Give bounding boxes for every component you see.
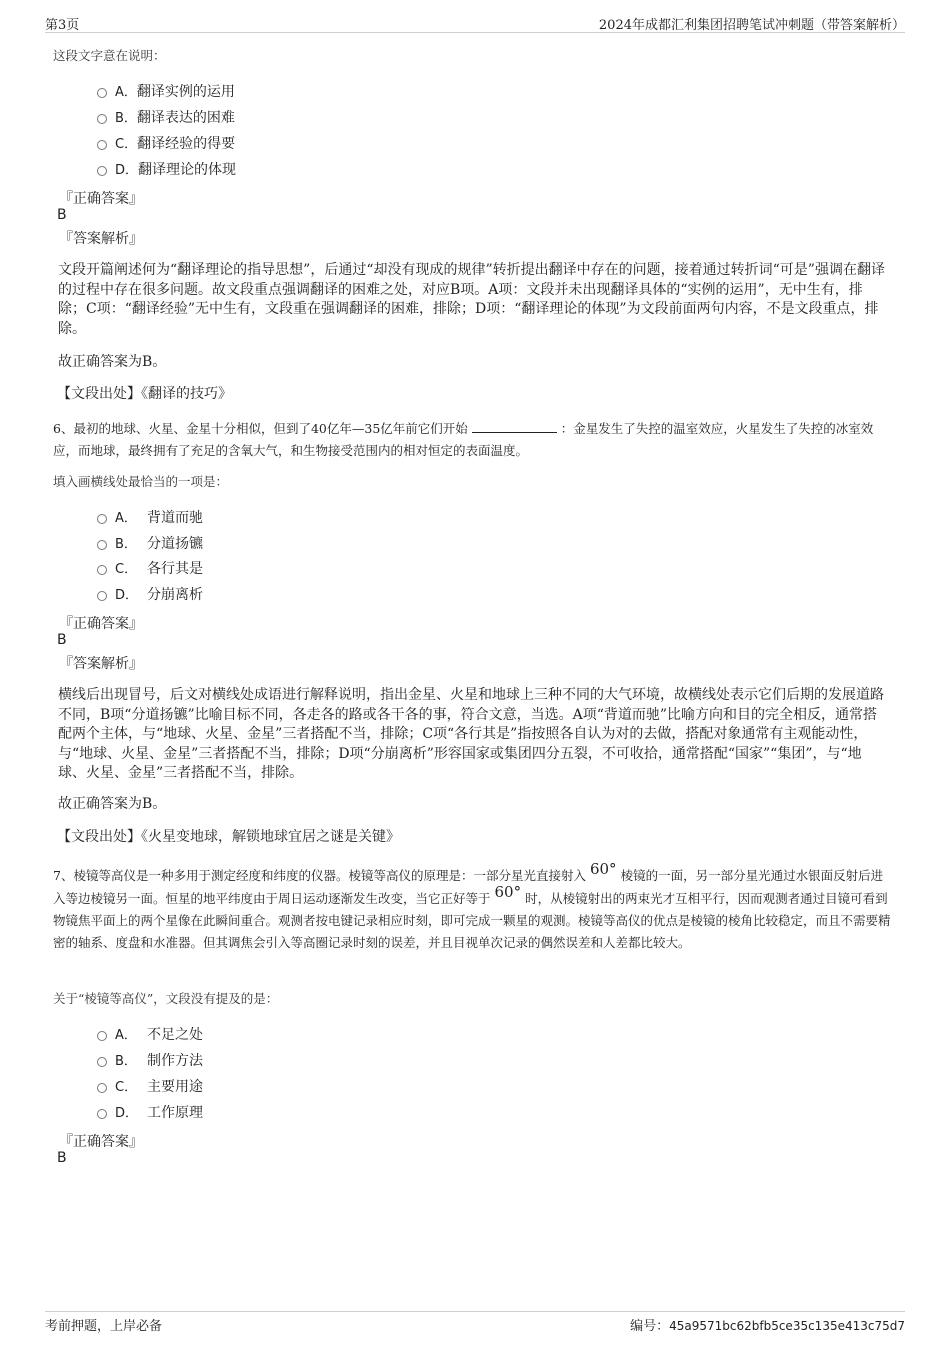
page-header (45, 0, 905, 33)
q6-option-d[interactable]: D． 分崩离析 (97, 585, 203, 605)
q6-answer-label: 『正确答案』 (59, 616, 143, 632)
q5-prompt: 这段文字意在说明： (53, 48, 166, 63)
radio-icon[interactable] (97, 140, 107, 150)
q5-option-c[interactable]: C．翻译经验的得要 (97, 134, 235, 154)
angle-sixty: 60° (494, 883, 522, 901)
q6-option-c[interactable]: C． 各行其是 (97, 559, 203, 579)
radio-icon[interactable] (97, 1057, 107, 1067)
angle-sixty: 60° (589, 860, 617, 878)
q5-analysis-label: 『答案解析』 (59, 231, 143, 247)
q6-analysis: 横线后出现冒号，后文对横线处成语进行解释说明，指出金星、火星和地球上三种不同的大气环境，故横线处表示它们后期的发展道路不同，B项“分道扬镳”比喻目标不同，各走各的路或各干各的事，符合文意，当选。A项“背道而驰”比喻方向和目的完全相反，通常搭配两个主体，与“地球、火星、金星”三者搭配不当，排除；C项“各行其是”指按照各自认为对的去做，搭配对象通常有主观能动性，与“地球、火星、金星”三者搭配不当，排除；D项“分崩离析”形容国家或集团四分五裂，不可收拾，通常搭配“国家”“集团”，与“地球、火星、金星”三者搭配不当，排除。 (58, 687, 884, 781)
q6-conclusion: 故正确答案为B。 (58, 796, 167, 812)
fill-blank (472, 420, 557, 433)
radio-icon[interactable] (97, 565, 107, 575)
q6-analysis-label: 『答案解析』 (59, 656, 143, 672)
q6-stem: 6、最初的地球、火星、金星十分相似，但到了40亿年—35亿年前它们开始 ：金星发生了失控的温室效应，火星发生了失控的冰室效应，而地球，最终拥有了充足的含氧大气，和生物接受范围内的相对恒定的表面温度。 (53, 421, 874, 458)
radio-icon[interactable] (97, 591, 107, 601)
page-footer (45, 1311, 905, 1334)
footer-slogan: 考前押题，上岸必备 (45, 1319, 163, 1334)
q7-answer: B (57, 1150, 67, 1166)
radio-icon[interactable] (97, 114, 107, 124)
radio-icon[interactable] (97, 166, 107, 176)
q6-option-a[interactable]: A． 背道而驰 (97, 508, 203, 528)
radio-icon[interactable] (97, 540, 107, 550)
radio-icon[interactable] (97, 514, 107, 524)
q5-conclusion: 故正确答案为B。 (58, 354, 167, 370)
q6-source: 【文段出处】《火星变地球，解锁地球宜居之谜是关键》 (57, 829, 400, 845)
q7-stem: 7、棱镜等高仪是一种多用于测定经度和纬度的仪器。棱镜等高仪的原理是：一部分星光直接射入 60° 棱镜的一面，另一部分星光通过水银面反射后进入等边棱镜另一面。恒星的地平纬度由于周日运动逐渐发生改变，当它正好等于 60° 时，从棱镜射出的两束光才互相平行，因而观测者通过目镜可看到物镜焦平面上的两个星像在此瞬间重合。观测者按电键记录相应时刻，即可完成一颗星的观测。棱镜等高仪的优点是棱镜的棱角比较稳定，而且不需要精密的轴系、度盘和水准器。但其调焦会引入等高圈记录时刻的误差，并且目视单次记录的偶然误差和人差都比较大。 (53, 860, 891, 950)
radio-icon[interactable] (97, 1109, 107, 1119)
q7-prompt: 关于“棱镜等高仪”，文段没有提及的是： (53, 991, 279, 1006)
radio-icon[interactable] (97, 1083, 107, 1093)
q5-answer: B (57, 207, 67, 223)
q6-prompt: 填入画横线处最恰当的一项是： (53, 474, 229, 489)
q7-option-b[interactable]: B． 制作方法 (97, 1051, 203, 1071)
document-title: 2024年成都汇利集团招聘笔试冲刺题（带答案解析） (598, 18, 905, 33)
q5-answer-label: 『正确答案』 (59, 191, 143, 207)
q5-option-d[interactable]: D．翻译理论的体现 (97, 160, 236, 180)
radio-icon[interactable] (97, 1031, 107, 1041)
q7-answer-label: 『正确答案』 (59, 1134, 143, 1150)
footer-code: 编号：45a9571bc62bfb5ce35c135e413c75d7 (630, 1319, 905, 1334)
q6-answer: B (57, 632, 67, 648)
q5-option-b[interactable]: B．翻译表达的困难 (97, 108, 235, 128)
q5-option-a[interactable]: A．翻译实例的运用 (97, 82, 235, 102)
radio-icon[interactable] (97, 88, 107, 98)
page-number: 第3页 (45, 18, 80, 33)
q6-option-b[interactable]: B． 分道扬镳 (97, 534, 203, 554)
q7-option-c[interactable]: C． 主要用途 (97, 1077, 203, 1097)
q7-option-d[interactable]: D． 工作原理 (97, 1103, 203, 1123)
q5-analysis: 文段开篇阐述何为“翻译理论的指导思想”，后通过“却没有现成的规律”转折提出翻译中存在的问题，接着通过转折词“可是”强调在翻译的过程中存在很多问题。故文段重点强调翻译的困难之处，对应B项。A项：文段并未出现翻译具体的“实例的运用”，无中生有，排除；C项：“翻译经验”无中生有，文段重在强调翻译的困难，排除；D项：“翻译理论的体现”为文段前面两句内容，不是文段重点，排除。 (58, 262, 885, 337)
q7-option-a[interactable]: A． 不足之处 (97, 1025, 203, 1045)
q5-source: 【文段出处】《翻译的技巧》 (57, 386, 232, 402)
